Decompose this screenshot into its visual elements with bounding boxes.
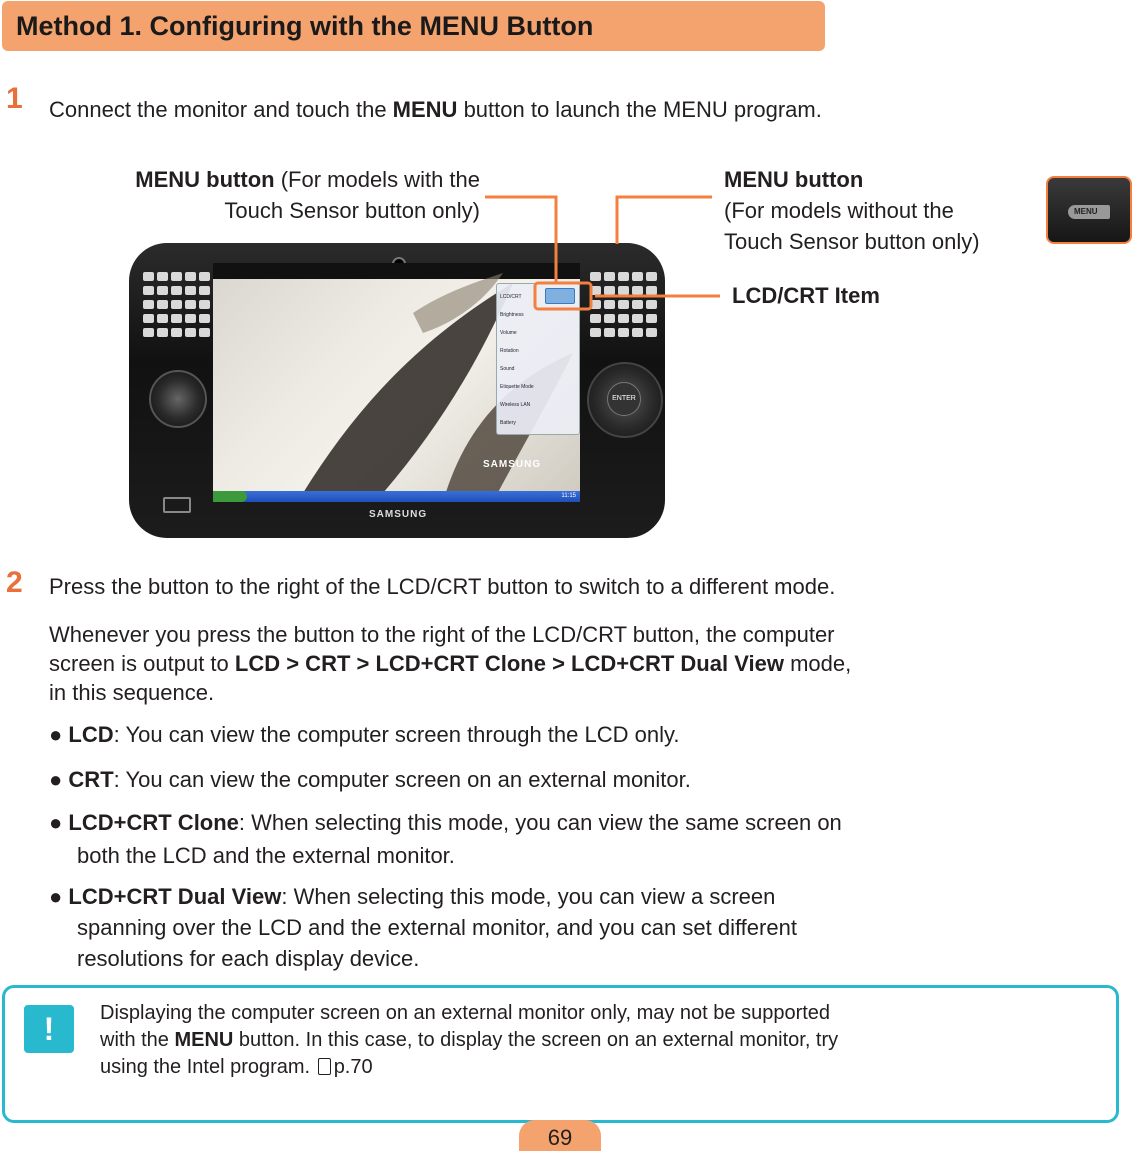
page-reference-link[interactable]: p.70: [333, 1056, 373, 1078]
callout-left-line1: (For models with the: [274, 167, 480, 192]
note-line2-bold: MENU: [174, 1029, 234, 1051]
callout-right-line2: Touch Sensor button only): [724, 229, 980, 254]
bullet-dot: ●: [49, 810, 63, 835]
bullet-crt: [49, 765, 1129, 794]
step-1-text-a: Connect the monitor and touch the: [49, 97, 393, 122]
callout-left-line2: Touch Sensor button only): [224, 198, 480, 223]
bullet-dual-cont2: resolutions for each display device.: [77, 946, 420, 971]
bullet-dual-desc: : When selecting this mode, you can view a screen: [281, 884, 776, 909]
panel-item-wlan: Wireless LAN: [500, 402, 531, 408]
step-2-paragraph: [49, 620, 1129, 707]
bullet-crt-desc: : You can view the computer screen on an external monitor.: [113, 767, 691, 792]
bullet-dot: ●: [49, 884, 63, 909]
panel-item-etiquette: Etiquette Mode: [500, 384, 534, 390]
bullet-dual-term: LCD+CRT Dual View: [68, 884, 282, 909]
step-1-text-bold: MENU: [392, 97, 458, 122]
step-number-2: 2: [6, 566, 23, 599]
bullet-dual-cont: spanning over the LCD and the external monitor, and you can set different: [77, 915, 797, 940]
bullet-clone-cont: both the LCD and the external monitor.: [77, 843, 455, 868]
panel-item-lcd-crt: LCD/CRT: [500, 294, 522, 300]
taskbar-clock: 11:15: [561, 493, 576, 499]
panel-item-sound: Sound: [500, 366, 515, 372]
step-2-para-a: Whenever you press the button to the right of the LCD/CRT button, the computer: [49, 622, 835, 647]
note-text: [100, 1000, 1110, 1081]
callout-right-line1: (For models without the: [724, 198, 954, 223]
panel-item-volume: Volume: [500, 330, 517, 336]
callout-right-bold: MENU button: [724, 167, 864, 192]
page-reference-icon: [318, 1058, 331, 1075]
bullet-dual-view: [49, 881, 1129, 974]
step-number-1: 1: [6, 82, 23, 115]
panel-item-rotation: Rotation: [500, 348, 519, 354]
bullet-lcd-term: LCD: [68, 722, 114, 747]
step-2-para-c: in this sequence.: [49, 680, 215, 705]
menu-key-label: MENU: [1074, 207, 1098, 216]
section-title: Method 1. Configuring with the MENU Button: [2, 1, 825, 51]
screen-brand: SAMSUNG: [483, 459, 542, 470]
bullet-crt-term: CRT: [68, 767, 114, 792]
note-line3: using the Intel program.: [100, 1056, 311, 1078]
page-number: 69: [519, 1120, 601, 1151]
callout-lcd-crt-item: LCD/CRT Item: [732, 283, 880, 308]
bullet-dot: ●: [49, 767, 63, 792]
panel-item-brightness: Brightness: [500, 312, 524, 318]
leader-lines: [0, 0, 1133, 560]
step-2-para-b2: mode,: [783, 651, 852, 676]
note-line1: Displaying the computer screen on an external monitor only, may not be supported: [100, 1002, 831, 1024]
step-2-para-b1: screen is output to: [49, 651, 235, 676]
bullet-dot: ●: [49, 722, 63, 747]
enter-label: ENTER: [612, 395, 636, 402]
step-2-sequence: LCD > CRT > LCD+CRT Clone > LCD+CRT Dual View: [234, 651, 784, 676]
callout-left-bold: MENU button: [135, 167, 275, 192]
step-1-text-b: button to launch the MENU program.: [457, 97, 822, 122]
bullet-lcd-desc: : You can view the computer screen through the LCD only.: [113, 722, 680, 747]
bullet-lcd: [49, 720, 1129, 749]
bullet-clone: [49, 806, 1129, 872]
warning-icon: !: [24, 1005, 74, 1053]
bullet-clone-term: LCD+CRT Clone: [68, 810, 239, 835]
bullet-clone-desc: : When selecting this mode, you can view the same screen on: [238, 810, 842, 835]
step-2-line: Press the button to the right of the LCD/CRT button to switch to a different mode.: [49, 574, 836, 599]
device-brand: SAMSUNG: [369, 509, 428, 520]
note-line2-a: with the: [100, 1029, 175, 1051]
note-line2-b: button. In this case, to display the screen on an external monitor, try: [233, 1029, 839, 1051]
panel-item-battery: Battery: [500, 420, 516, 426]
